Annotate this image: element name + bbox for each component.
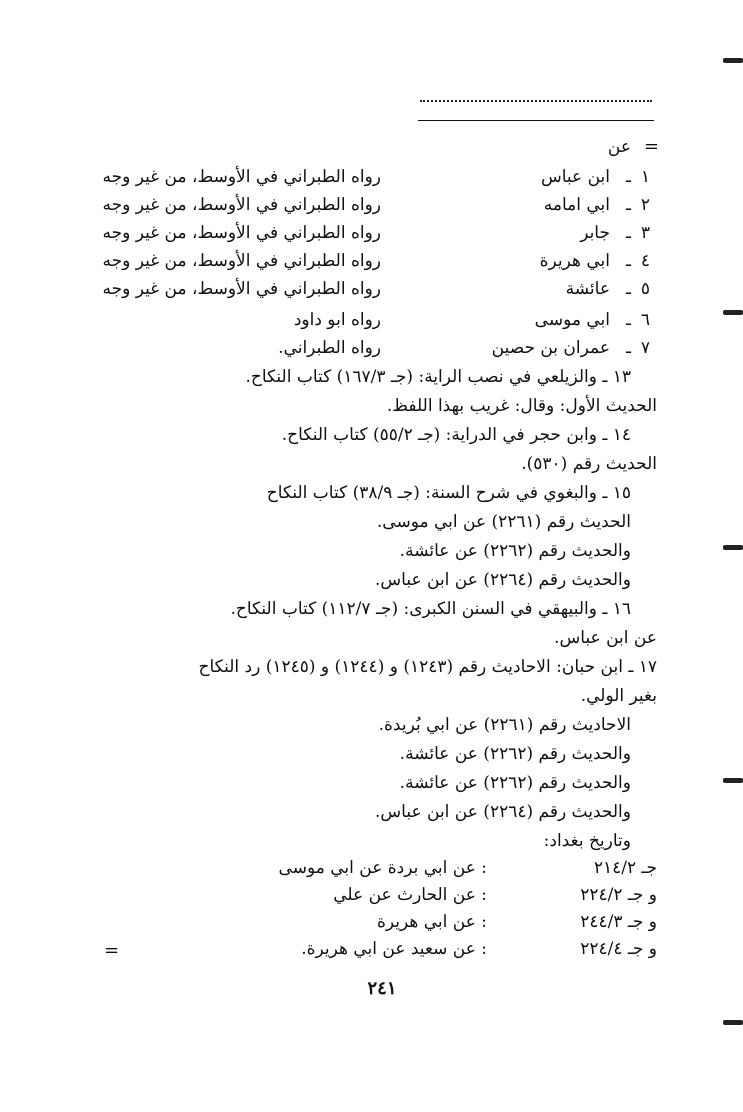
narrator-number: ١ xyxy=(640,167,650,187)
reference-18: وتاريخ بغداد: xyxy=(543,831,631,851)
scan-edge-mark xyxy=(723,58,743,63)
baghdad-text: : عن ابي هريرة xyxy=(376,912,487,932)
narrator-dash: ـ xyxy=(626,251,631,271)
narrator-number: ٥ xyxy=(640,279,650,299)
narrator-source: رواه ابو داود xyxy=(293,310,381,330)
reference-14: ١٤ ـ وابن حجر في الدراية: (جـ ٥٥/٢) كتاب النكاح. xyxy=(281,425,631,445)
narrator-number: ٧ xyxy=(640,338,650,358)
reference-15-line: والحديث رقم (٢٢٦٢) عن عائشة. xyxy=(399,541,631,561)
baghdad-text: : عن سعيد عن ابي هريرة. xyxy=(301,939,487,959)
reference-15: ١٥ ـ والبغوي في شرح السنة: (جـ ٣٨/٩) كتاب النكاح xyxy=(266,483,631,503)
narrator-source: رواه الطبراني. xyxy=(278,338,381,358)
narrator-number: ٦ xyxy=(640,310,650,330)
narrator-name: جابر xyxy=(580,223,610,243)
narrator-number: ٤ xyxy=(640,251,650,271)
baghdad-ref: و جـ ٢٢٤/٤ xyxy=(580,939,657,959)
narrator-source: رواه الطبراني في الأوسط، من غير وجه xyxy=(102,279,381,299)
narrator-number: ٢ xyxy=(640,195,650,215)
narrator-name: عائشة xyxy=(565,279,610,299)
page-number: ٢٤١ xyxy=(367,978,397,999)
scan-edge-mark xyxy=(723,778,743,783)
continuation-mark: = xyxy=(104,940,120,961)
scan-edge-mark xyxy=(723,310,743,315)
narrator-source: رواه الطبراني في الأوسط، من غير وجه xyxy=(102,223,381,243)
baghdad-text: : عن ابي بردة عن ابي موسى xyxy=(278,858,487,878)
reference-17-cont: بغير الولي. xyxy=(580,686,657,706)
scan-edge-mark xyxy=(723,1020,743,1025)
reference-16-note: عن ابن عباس. xyxy=(554,628,657,648)
reference-15-line: والحديث رقم (٢٢٦٤) عن ابن عباس. xyxy=(375,570,631,590)
narrator-source: رواه الطبراني في الأوسط، من غير وجه xyxy=(102,195,381,215)
baghdad-ref: و جـ ٢٤٤/٣ xyxy=(580,912,657,932)
narrator-dash: ـ xyxy=(626,195,631,215)
narrator-name: ابي امامه xyxy=(543,195,610,215)
baghdad-ref: و جـ ٢٢٤/٢ xyxy=(580,885,657,905)
narrator-dash: ـ xyxy=(626,310,631,330)
reference-14-note: الحديث رقم (٥٣٠). xyxy=(521,454,657,474)
narrator-source: رواه الطبراني في الأوسط، من غير وجه xyxy=(102,167,381,187)
narrator-name: ابي هريرة xyxy=(539,251,610,271)
narrator-number: ٣ xyxy=(640,223,650,243)
scan-edge-mark xyxy=(723,545,743,550)
reference-13: ١٣ ـ والزيلعي في نصب الراية: (جـ ١٦٧/٣) كتاب النكاح. xyxy=(245,367,631,387)
narrator-dash: ـ xyxy=(626,279,631,299)
narrator-name: ابن عباس xyxy=(540,167,610,187)
reference-17-line: الاحاديث رقم (٢٢٦١) عن ابي بُريدة. xyxy=(378,715,631,735)
reference-13-note: الحديث الأول: وقال: غريب بهذا اللفظ. xyxy=(386,396,657,416)
header-rule xyxy=(418,120,654,121)
narrator-source: رواه الطبراني في الأوسط، من غير وجه xyxy=(102,251,381,271)
list-intro-word: عن xyxy=(607,137,631,157)
baghdad-text: : عن الحارث عن علي xyxy=(333,885,487,905)
reference-16: ١٦ ـ والبيهقي في السنن الكبرى: (جـ ١١٢/٧) كتاب النكاح. xyxy=(230,599,631,619)
list-intro-eq: = xyxy=(643,136,659,157)
baghdad-ref: جـ ٢١٤/٢ xyxy=(593,858,657,878)
narrator-dash: ـ xyxy=(626,223,631,243)
reference-17: ١٧ ـ ابن حبان: الاحاديث رقم (١٢٤٣) و (١٢٤٤) و (١٢٤٥) رد النكاح xyxy=(198,657,657,677)
reference-17-line: والحديث رقم (٢٢٦٢) عن عائشة. xyxy=(399,773,631,793)
reference-17-line: والحديث رقم (٢٢٦٤) عن ابن عباس. xyxy=(375,802,631,822)
narrator-name: عمران بن حصين xyxy=(491,338,610,358)
narrator-name: ابي موسى xyxy=(534,310,610,330)
narrator-dash: ـ xyxy=(626,338,631,358)
narrator-dash: ـ xyxy=(626,167,631,187)
header-dotted-line xyxy=(420,90,652,102)
reference-17-line: والحديث رقم (٢٢٦٢) عن عائشة. xyxy=(399,744,631,764)
reference-15-line: الحديث رقم (٢٢٦١) عن ابي موسى. xyxy=(376,512,631,532)
